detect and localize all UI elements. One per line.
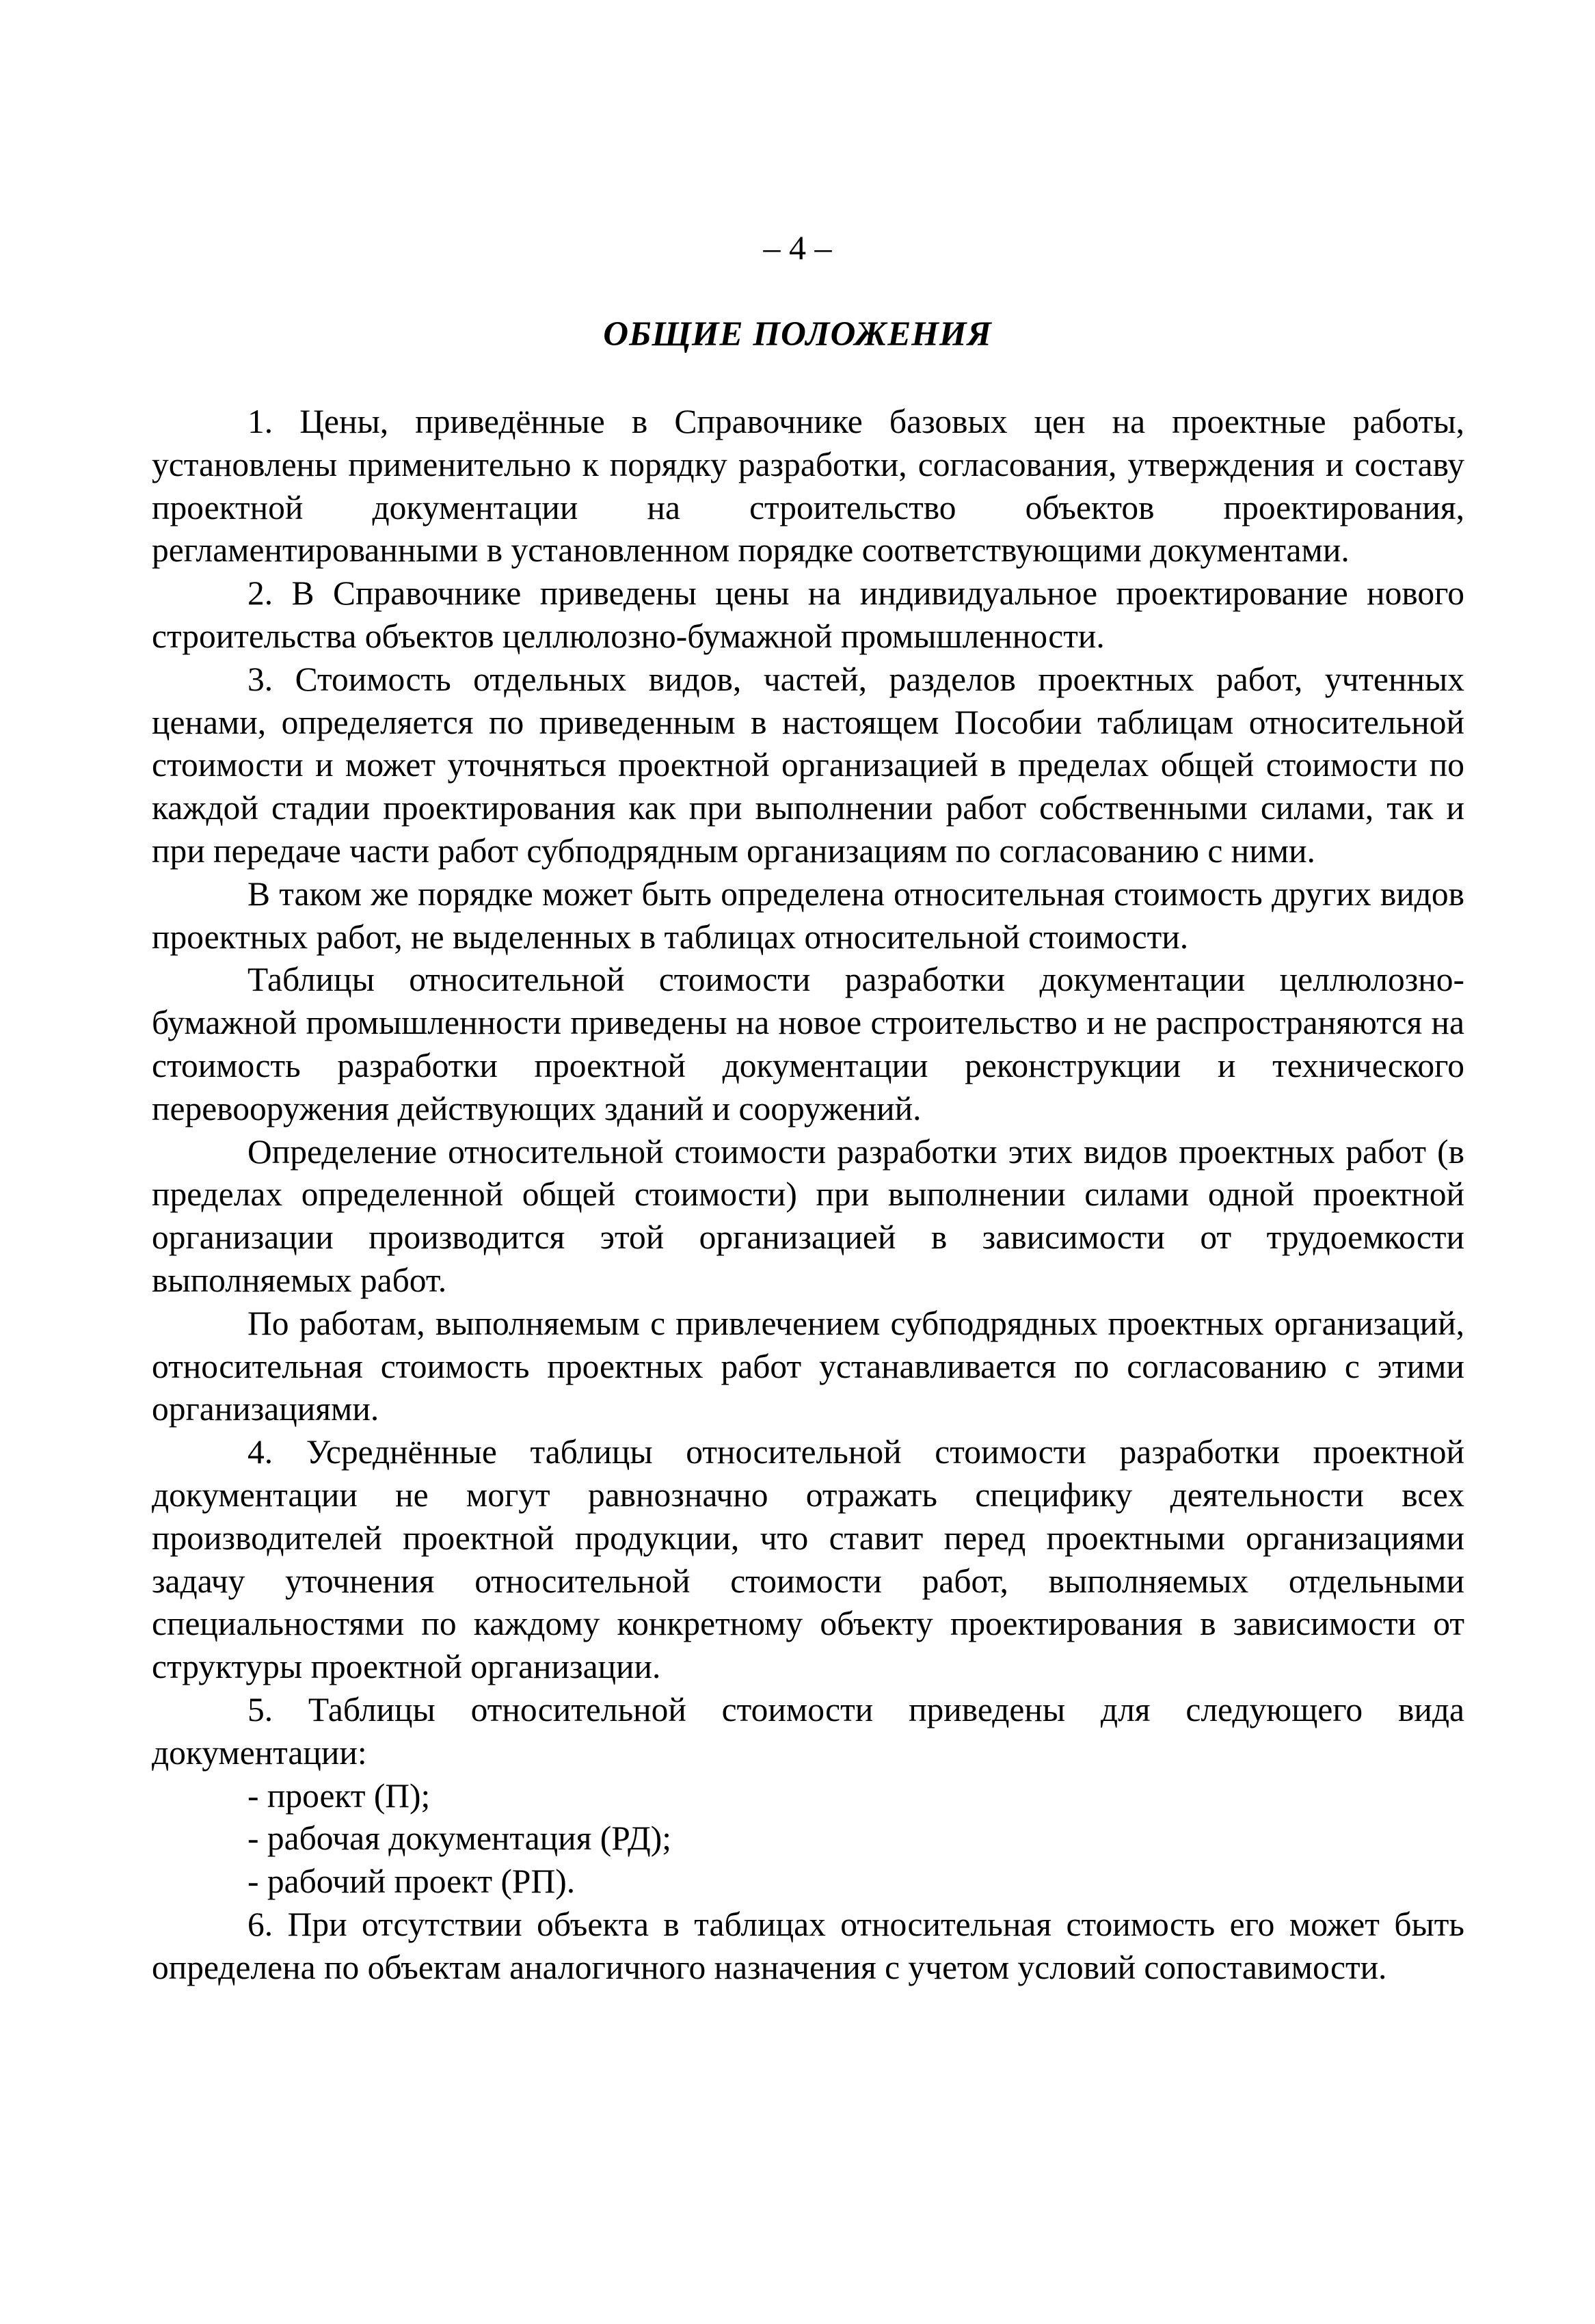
paragraph-1: 1. Цены, приведённые в Справочнике базовых цен на проектные работы, установлены применительно к порядку разработки, согласования, утверждения и составу проектной документации на строительство объектов проектирования, регламентированными в установленном порядке соответствующими документами. xyxy=(152,403,1464,570)
list-item-working-project: - рабочий проект (РП). xyxy=(247,1862,576,1901)
paragraph-3-tables-scope: Таблицы относительной стоимости разработки документации целлюлозно-бумажной промышленности приведены на новое строительство и не распространяются на стоимость разработки проектной документации реконструкции и технического перевооружения действующих зданий и сооружений. xyxy=(152,961,1464,1127)
paragraph-3-subcontractors: По работам, выполняемым с привлечением субподрядных проектных организаций, относительная стоимость проектных работ устанавливается по согласованию с этими организациями. xyxy=(152,1304,1464,1428)
paragraph-3: 3. Стоимость отдельных видов, частей, разделов проектных работ, учтенных ценами, определяется по приведенным в настоящем Пособии таблицам относительной стоимости и может уточняться проектной организацией в пределах общей стоимости по каждой стадии проектирования как при выполнении работ собственными силами, так и при передаче части работ субподрядным организациям по согласованию с ними. xyxy=(152,660,1464,870)
paragraph-6: 6. При отсутствии объекта в таблицах относительная стоимость его может быть определена по объектам аналогичного назначения с учетом условий сопоставимости. xyxy=(152,1905,1464,1986)
paragraph-3-same-order: В таком же порядке может быть определена относительная стоимость других видов проектных работ, не выделенных в таблицах относительной стоимости. xyxy=(152,874,1464,956)
page-number: – 4 – xyxy=(763,228,832,267)
paragraph-3-definition: Определение относительной стоимости разработки этих видов проектных работ (в пределах определенной общей стоимости) при выполнении силами одной проектной организации производится этой организацией в зависимости от трудоемкости выполняемых работ. xyxy=(152,1132,1464,1299)
body-text xyxy=(152,401,1464,1989)
paragraph-4: 4. Усреднённые таблицы относительной стоимости разработки проектной документации не могут равнозначно отражать специфику деятельности всех производителей проектной продукции, что ставит перед проектными организациями задачу уточнения относительной стоимости работ, выполняемых отдельными специальностями по каждому конкретному объекту проектирования в зависимости от структуры проектной организации. xyxy=(152,1433,1464,1686)
paragraph-5: 5. Таблицы относительной стоимости приведены для следующего вида документации: xyxy=(152,1690,1464,1772)
paragraph-2: 2. В Справочнике приведены цены на индивидуальное проектирование нового строительства объектов целлюлозно-бумажной промышленности. xyxy=(152,574,1464,655)
list-item-working-documentation: - рабочая документация (РД); xyxy=(247,1819,672,1858)
section-heading: ОБЩИЕ ПОЛОЖЕНИЯ xyxy=(603,315,992,353)
list-item-project: - проект (П); xyxy=(247,1776,431,1815)
